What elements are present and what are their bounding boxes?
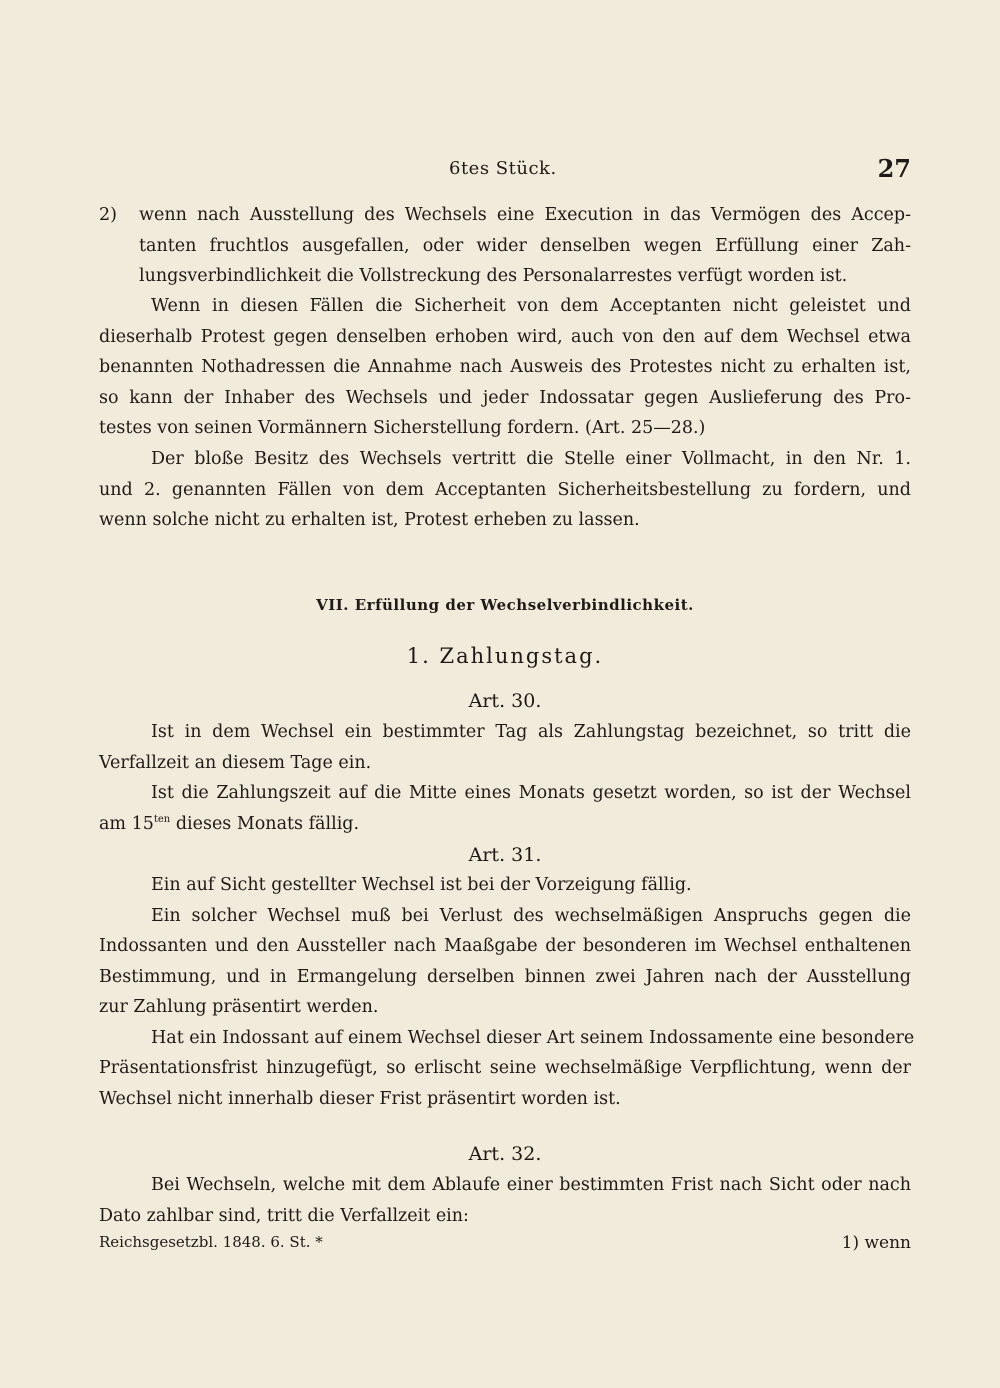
text-line: tanten fruchtlos ausgefallen, oder wider denselben wegen Erfüllung einer Zah- bbox=[139, 235, 911, 256]
text-line: Indossanten und den Aussteller nach Maaßgabe der besonderen im Wechsel enthaltenen bbox=[99, 936, 911, 956]
list-item-2 bbox=[99, 200, 911, 292]
text-line: so kann der Inhaber des Wechsels und jeder Indossatar gegen Auslieferung des Pro- bbox=[99, 387, 911, 408]
text-line: Bestimmung, und in Ermangelung derselben binnen zwei Jahren nach der Ausstellung bbox=[99, 966, 911, 987]
text-line: Hat ein Indossant auf einem Wechsel dieser Art seinem Indossamente eine besondere bbox=[151, 1027, 915, 1048]
text-line: wenn nach Ausstellung des Wechsels eine Execution in das Vermögen des Accep- bbox=[139, 205, 911, 225]
list-number: 2) bbox=[99, 205, 117, 225]
running-header bbox=[99, 154, 911, 184]
part-label: 6tes Stück. bbox=[449, 158, 557, 179]
text-line: lungsverbindlichkeit die Vollstreckung des Personalarrestes verfügt worden ist. bbox=[139, 266, 848, 286]
section-heading: VII. Erfüllung der Wechselverbindlichkeit. bbox=[316, 596, 694, 614]
article-32-body bbox=[99, 1170, 911, 1231]
paragraph-security bbox=[99, 291, 911, 444]
text-line: testes von seinen Vormännern Sicherstellung fordern. (Art. 25—28.) bbox=[99, 418, 706, 438]
text-line: dieserhalb Protest gegen denselben erhoben wird, auch von den auf dem Wechsel etwa bbox=[99, 326, 911, 347]
text-line: Dato zahlbar sind, tritt die Verfallzeit ein: bbox=[99, 1205, 469, 1226]
page-footer bbox=[99, 1233, 911, 1263]
text-line: Wenn in diesen Fällen die Sicherheit von dem Acceptanten nicht geleistet und bbox=[151, 296, 911, 316]
text-line: und 2. genannten Fällen von dem Acceptanten Sicherheitsbestellung zu fordern, und bbox=[99, 479, 911, 500]
paragraph-possession bbox=[99, 444, 911, 536]
catchword: 1) wenn bbox=[841, 1233, 911, 1253]
text-line: Präsentationsfrist hinzugefügt, so erlischt seine wechselmäßige Verpflichtung, wenn der bbox=[99, 1058, 911, 1078]
article-30-heading: Art. 30. bbox=[468, 690, 542, 712]
text-line: Verfallzeit an diesem Tage ein. bbox=[99, 752, 372, 773]
signature-mark: Reichsgesetzbl. 1848. 6. St. * bbox=[99, 1233, 323, 1251]
text-fragment: dieses Monats fällig. bbox=[170, 813, 360, 834]
text-line bbox=[99, 809, 911, 840]
article-32-heading: Art. 32. bbox=[468, 1143, 542, 1165]
text-line: Der bloße Besitz des Wechsels vertritt die Stelle einer Vollmacht, in den Nr. 1. bbox=[151, 449, 911, 469]
article-31-heading: Art. 31. bbox=[468, 844, 542, 866]
text-line: Ist in dem Wechsel ein bestimmter Tag als Zahlungstag bezeichnet, so tritt die bbox=[151, 722, 911, 742]
text-line: Ein solcher Wechsel muß bei Verlust des wechselmäßigen Anspruchs gegen die bbox=[151, 905, 911, 926]
article-30-body bbox=[99, 717, 911, 839]
page-number: 27 bbox=[877, 154, 911, 183]
text-line: zur Zahlung präsentirt werden. bbox=[99, 997, 379, 1017]
text-line: benannten Nothadressen die Annahme nach Ausweis des Protestes nicht zu erhalten ist, bbox=[99, 357, 911, 377]
article-31-body bbox=[99, 870, 915, 1114]
text-fragment: am 15 bbox=[99, 813, 154, 834]
ordinal-suffix: ten bbox=[153, 813, 171, 825]
text-line: Ein auf Sicht gestellter Wechsel ist bei der Vorzeigung fällig. bbox=[151, 875, 692, 895]
subsection-heading: 1. Zahlungstag. bbox=[406, 644, 604, 668]
text-line: wenn solche nicht zu erhalten ist, Protest erheben zu lassen. bbox=[99, 510, 640, 530]
text-line: Wechsel nicht innerhalb dieser Frist präsentirt worden ist. bbox=[99, 1088, 621, 1109]
text-line: Bei Wechseln, welche mit dem Ablaufe einer bestimmten Frist nach Sicht oder nach bbox=[151, 1175, 911, 1195]
text-line: Ist die Zahlungszeit auf die Mitte eines Monats gesetzt worden, so ist der Wechsel bbox=[151, 783, 911, 803]
